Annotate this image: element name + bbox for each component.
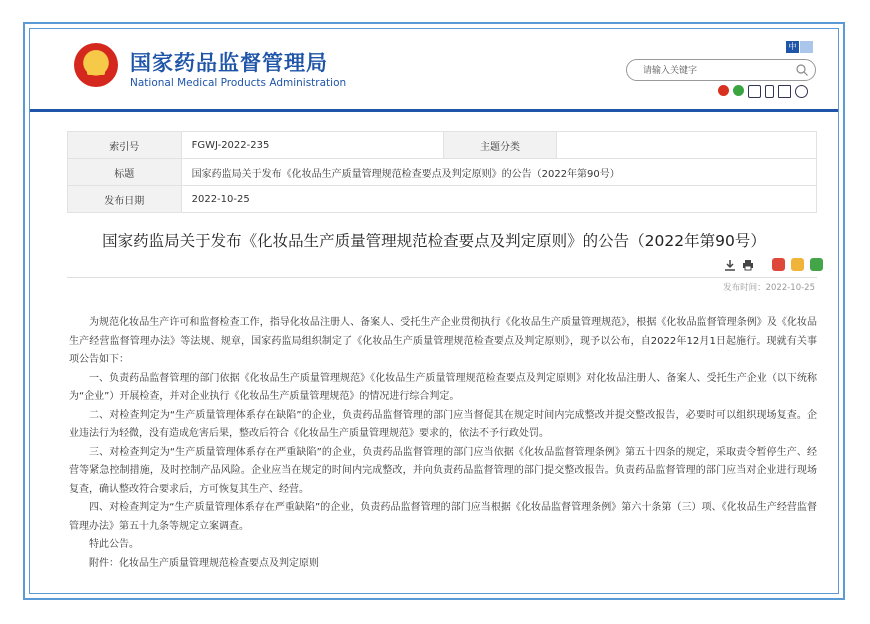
article-body [69, 314, 817, 573]
weibo-icon[interactable] [718, 85, 729, 96]
mobile-icon[interactable] [765, 85, 774, 98]
language-alt-button[interactable] [800, 41, 813, 53]
article-tools [724, 258, 823, 271]
user-icon[interactable] [795, 85, 808, 98]
paragraph: 二、对检查判定为“生产质量管理体系存在缺陷”的企业，负责药品监督管理的部门应当督促其在规定时间内完成整改并提交整改报告，必要时可以组织现场复查。企业违法行为轻微，没有造成危害后果，整改后符合《化妆品生产质量管理规范》要求的，依法不予行政处罚。 [69, 409, 817, 439]
article-title: 国家药监局关于发布《化妆品生产质量管理规范检查要点及判定原则》的公告（2022年第90号） [102, 232, 766, 250]
search-icon[interactable] [795, 63, 809, 77]
title-label: 标题 [68, 159, 182, 186]
page-frame [29, 28, 839, 594]
paragraph: 一、负责药品监督管理的部门依据《化妆品生产质量管理规范》《化妆品生产质量管理规范检查要点及判定原则》对化妆品注册人、备案人、受托生产企业（以下统称为“企业”）开展检查，并对企业执行《化妆品生产质量管理规范》的情况进行综合判定。 [69, 372, 817, 402]
table-row [68, 159, 817, 186]
print-icon[interactable] [742, 259, 754, 271]
table-row [68, 186, 817, 213]
index-value: FGWJ-2022-235 [181, 132, 443, 159]
mail-icon[interactable] [778, 85, 791, 98]
language-button[interactable]: 中 [786, 41, 799, 53]
search-input[interactable] [641, 63, 785, 79]
table-row [68, 132, 817, 159]
accessibility-icon[interactable] [748, 85, 761, 98]
document-info-table [67, 131, 817, 213]
date-label: 发布日期 [68, 186, 182, 213]
download-icon[interactable] [724, 259, 736, 271]
attachment-link[interactable]: 附件：化妆品生产质量管理规范检查要点及判定原则 [89, 557, 319, 569]
paragraph: 特此公告。 [89, 539, 139, 550]
site-title[interactable]: 国家药品监督管理局 [130, 51, 328, 75]
publish-time: 发布时间：2022-10-25 [723, 283, 815, 293]
share-wechat-icon[interactable] [810, 258, 823, 271]
site-header [30, 29, 838, 111]
header-divider [30, 109, 838, 112]
paragraph: 三、对检查判定为“生产质量管理体系存在严重缺陷”的企业，负责药品监督管理的部门应当依据《化妆品监督管理条例》第五十四条的规定，采取责令暂停生产、经营等紧急控制措施，及时控制产品风险。企业应当在规定的时间内完成整改，并向负责药品监督管理的部门提交整改报告。负责药品监督管理的部门应当对企业进行现场复查，确认整改符合要求后，方可恢复其生产、经营。 [69, 446, 817, 495]
index-label: 索引号 [68, 132, 182, 159]
search-box [626, 59, 816, 81]
category-label: 主题分类 [443, 132, 557, 159]
paragraph: 为规范化妆品生产许可和监督检查工作，指导化妆品注册人、备案人、受托生产企业贯彻执行《化妆品生产质量管理规范》，根据《化妆品监督管理条例》及《化妆品生产经营监督管理办法》等法规、规章，国家药监局组织制定了《化妆品生产质量管理规范检查要点及判定原则》，现予以公布，自2022年12月1日起施行。现就有关事项公告如下： [69, 317, 817, 365]
title-value: 国家药监局关于发布《化妆品生产质量管理规范检查要点及判定原则》的公告（2022年第90号） [181, 159, 816, 186]
category-value [557, 132, 817, 159]
title-divider [67, 277, 817, 278]
toolbar-icons [718, 85, 808, 98]
national-emblem-icon [74, 43, 118, 87]
paragraph: 四、对检查判定为“生产质量管理体系存在严重缺陷”的企业，负责药品监督管理的部门应当根据《化妆品监督管理条例》第六十条第（三）项、《化妆品生产经营监督管理办法》第五十九条等规定立案调查。 [69, 502, 817, 532]
site-subtitle: National Medical Products Administration [130, 77, 347, 89]
date-value: 2022-10-25 [181, 186, 816, 213]
share-qzone-icon[interactable] [791, 258, 804, 271]
wechat-icon[interactable] [733, 85, 744, 96]
share-weibo-icon[interactable] [772, 258, 785, 271]
